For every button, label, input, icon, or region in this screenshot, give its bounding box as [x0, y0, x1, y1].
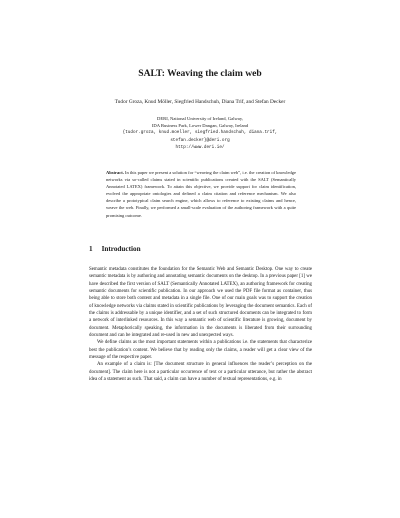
affiliation-block: [0, 115, 400, 151]
paragraph: An example of a claim is: [The document structure in general influences the reader’s perception on the document]. The claim here is not a particular occurrence of text or a particular utterance, but rather the abstract idea of a statement as such. That said, a claim can have a number of textual representations, e.g. in: [89, 362, 312, 383]
url-link[interactable]: http://www.deri.ie/: [175, 144, 225, 150]
paragraph: Semantic metadata constitutes the foundation for the Semantic Web and Semantic Desktop. One way to create semantic metadata is by authoring and annotating semantic documents on the desktop. In a previous paper [1] we have described the first version of SALT (Semantically Annotated LATEX), an authoring framework for creating semantic documents for scientific publication. In our approach we used the PDF file format as container, thus being able to store both content and metadata in a single file. One of our main goals was to support the creation of knowledge networks via claims stated in scientific publications by leveraging the document semantics. Each of the claims is addressable by a unique identifier, and a set of such structured documents can be integrated to form a network of interlinked resources. In this way a semantic web of scientific literature is growing, document by document. Metaphorically speaking, the information in the documents is liberated from their surrounding document and can be integrated and re-used in new and unexpected ways.: [89, 267, 312, 339]
email-line: {tudor.groza, knud.moeller, siegfried.handschuh, diana.trif,: [122, 130, 278, 136]
body-text: [89, 266, 312, 384]
affiliation-line: IDA Business Park, Lower Dangan, Galway, Ireland: [151, 123, 249, 129]
abstract-block: [106, 169, 296, 219]
section-title: Introduction: [101, 245, 141, 253]
email-line: stefan.decker}@deri.org: [170, 137, 230, 143]
paragraph: We define claims as the most important statements within a publications i.e. the statements that characterize best the publication’s content. We believe that by reading only the claims, a reader will get a clear view of the message of the respective paper.: [89, 340, 312, 361]
paper-title: SALT: Weaving the claim web: [138, 68, 262, 79]
section-number: 1: [89, 245, 93, 253]
abstract-label: Abstract.: [106, 170, 124, 175]
section-heading: [89, 245, 141, 253]
affiliation-line: DERI, National University of Ireland, Galway,: [157, 116, 243, 121]
abstract-text: In this paper we present a solution for “weaving the claim web”, i.e. the creation of knowledge networks via so-called claims stated in scientific publications created with the SALT (Semantically Annotated LATEX) framework. To attain this objective, we provide support for claim identification, evolved the appropriate ontologies and defined a claim citation and reference mechanism. We also describe a prototypical claim search engine, which allows to reference to existing claims and hence, weave the web. Finally, we performed a small-scale evaluation of the authoring framework with a quite promising outcome.: [106, 170, 296, 218]
author-list: Tudor Groza, Knud Möller, Siegfried Handschuh, Diana Trif, and Stefan Decker: [114, 99, 286, 105]
